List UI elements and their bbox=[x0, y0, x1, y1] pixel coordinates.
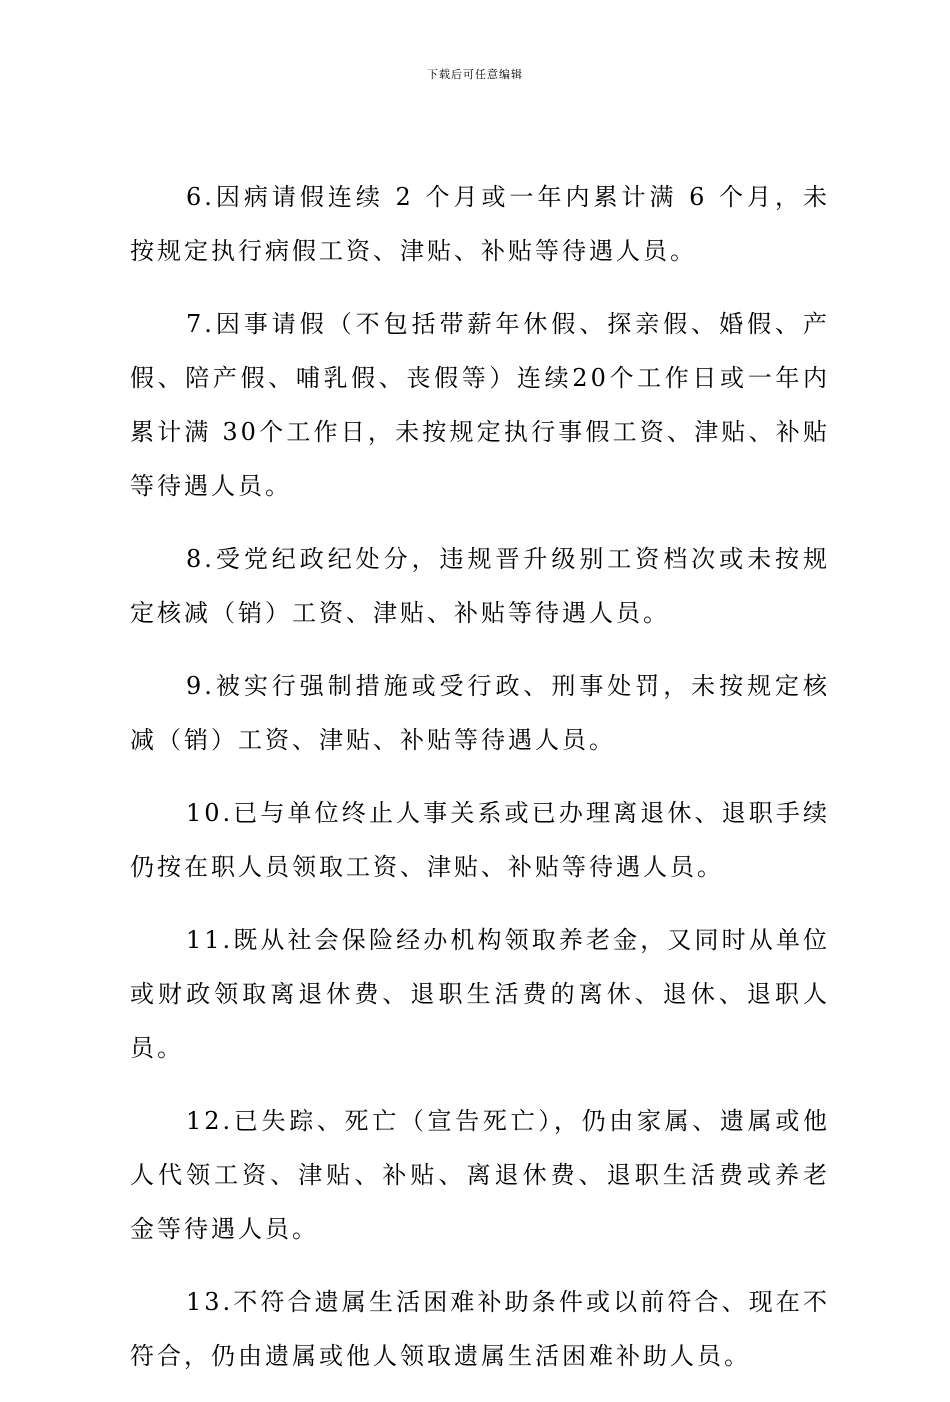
paragraph-item-13: 13.不符合遗属生活困难补助条件或以前符合、现在不符合，仍由遗属或他人领取遗属生活困难补助人员。 bbox=[130, 1288, 830, 1370]
paragraph-item-7: 7.因事请假（不包括带薪年休假、探亲假、婚假、产假、陪产假、哺乳假、丧假等）连续20个工作日或一年内累计满 30个工作日，未按规定执行事假工资、津贴、补贴等待遇人员。 bbox=[130, 310, 830, 500]
paragraph-item-6: 6.因病请假连续 2 个月或一年内累计满 6 个月，未按规定执行病假工资、津贴、补贴等待遇人员。 bbox=[130, 183, 830, 265]
page-header: 下载后可任意编辑 bbox=[427, 68, 523, 81]
paragraph-item-11: 11.既从社会保险经办机构领取养老金，又同时从单位或财政领取离退休费、退职生活费的离休、退休、退职人员。 bbox=[130, 926, 830, 1062]
paragraph-item-10: 10.已与单位终止人事关系或已办理离退休、退职手续仍按在职人员领取工资、津贴、补贴等待遇人员。 bbox=[130, 799, 830, 881]
document-body bbox=[130, 170, 830, 1402]
paragraph-item-8: 8.受党纪政纪处分，违规晋升级别工资档次或未按规定核减（销）工资、津贴、补贴等待遇人员。 bbox=[130, 545, 830, 627]
paragraph-item-9: 9.被实行强制措施或受行政、刑事处罚，未按规定核减（销）工资、津贴、补贴等待遇人员。 bbox=[130, 672, 830, 754]
paragraph-item-12: 12.已失踪、死亡（宣告死亡），仍由家属、遗属或他人代领工资、津贴、补贴、离退休费、退职生活费或养老金等待遇人员。 bbox=[130, 1107, 830, 1243]
